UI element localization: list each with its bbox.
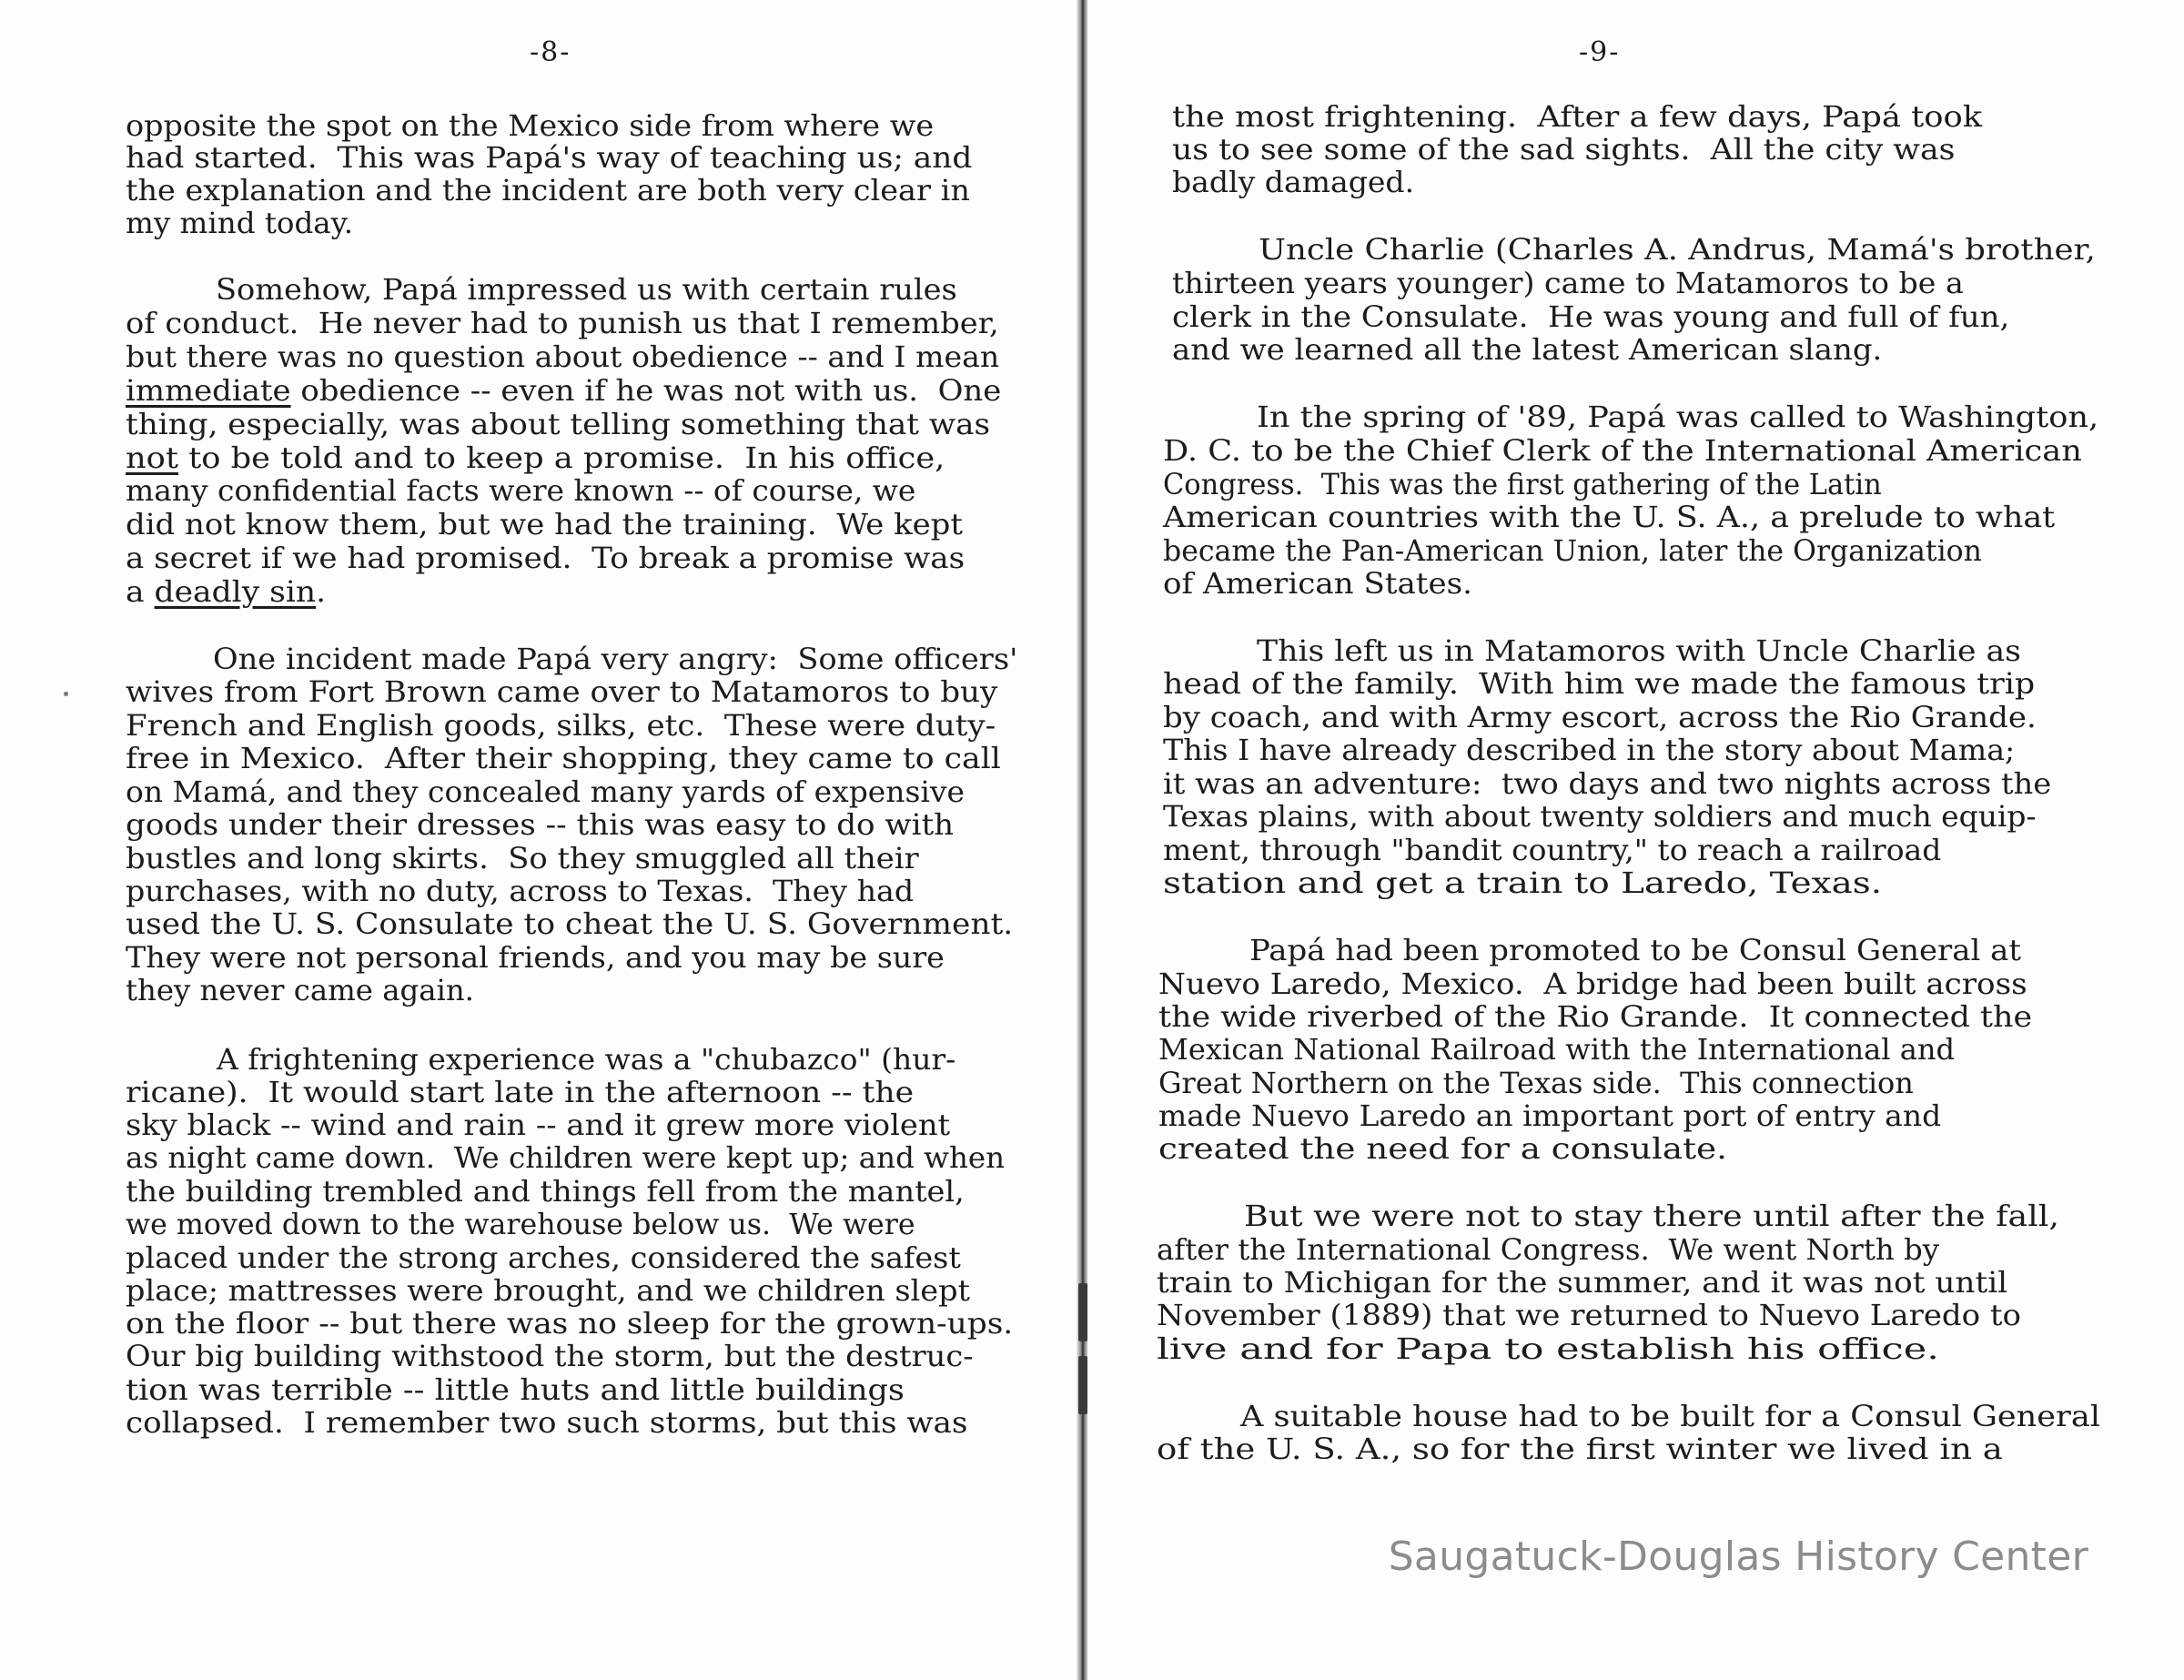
- right-page-text-line: badly damaged.: [1172, 165, 1415, 199]
- staple: [1078, 1283, 1087, 1341]
- right-page-number: -9-: [1579, 36, 1621, 68]
- right-page-text-line: created the need for a consulate.: [1158, 1131, 1727, 1166]
- right-page-text-line: November (1889) that we returned to Nuevo Laredo to: [1157, 1298, 2021, 1332]
- right-page-text-line: of American States.: [1163, 566, 1472, 601]
- right-page-text-line: station and get a train to Laredo, Texas.: [1163, 865, 1883, 900]
- left-page-text-line: the building trembled and things fell from the mantel,: [126, 1174, 965, 1209]
- right-page-text-line: American countries with the U. S. A., a prelude to what: [1163, 500, 2056, 534]
- left-page-text-line: thing, especially, was about telling something that was: [126, 407, 990, 441]
- watermark: Saugatuck-Douglas History Center: [1388, 1533, 2088, 1580]
- right-page-text-line: In the spring of '89, Papá was called to Washington,: [1257, 400, 2099, 434]
- left-page-text-line: a secret if we had promised. To break a promise was: [126, 541, 966, 575]
- left-page-text-line: did not know them, but we had the training. We kept: [126, 507, 963, 541]
- left-page-text-line: many confidential facts were known -- of course, we: [126, 473, 916, 508]
- right-page-text-line: the most frightening. After a few days, Papá took: [1172, 99, 1983, 134]
- left-page-text-line: ricane). It would start late in the afternoon -- the: [126, 1075, 915, 1109]
- left-page-text-line: on Mamá, and they concealed many yards of expensive: [126, 774, 965, 809]
- left-page-text-line: [126, 441, 945, 474]
- line-segment: a: [126, 574, 155, 609]
- right-page-text-line: Texas plains, with about twenty soldiers and much equip-: [1163, 799, 2037, 834]
- left-page-number: -8-: [530, 36, 571, 68]
- paper-speck: [64, 692, 68, 696]
- left-page-text-line: used the U. S. Consulate to cheat the U. S. Government.: [126, 906, 1014, 941]
- left-page-text-line: they never came again.: [126, 973, 474, 1007]
- left-page-text-line: purchases, with no duty, across to Texas. They had: [126, 874, 915, 908]
- right-page-text-line: became the Pan-American Union, later the Organization: [1163, 533, 1983, 568]
- right-page-text-line: D. C. to be the Chief Clerk of the International American: [1163, 433, 2082, 468]
- staple: [1078, 1356, 1087, 1414]
- left-page-text-line: [126, 374, 1001, 407]
- left-page-text-line: Somehow, Papá impressed us with certain rules: [216, 272, 957, 307]
- left-page-text-line: goods under their dresses -- this was easy to do with: [126, 807, 955, 842]
- line-segment: .: [316, 574, 327, 609]
- left-page-text-line: opposite the spot on the Mexico side from where we: [126, 108, 935, 143]
- left-page-text-line: They were not personal friends, and you may be sure: [126, 940, 945, 975]
- left-page-text-line: One incident made Papá very angry: Some officers': [213, 642, 1018, 676]
- right-page-text-line: head of the family. With him we made the famous trip: [1163, 666, 2036, 701]
- line-segment: obedience -- even if he was not with us. One: [290, 373, 1002, 408]
- right-page: [1087, 0, 2184, 1680]
- right-page-text-line: A suitable house had to be built for a Consul General: [1240, 1399, 2100, 1433]
- right-page-text-line: Congress. This was the first gathering of the Latin: [1163, 467, 1882, 501]
- right-page-text-line: the wide riverbed of the Rio Grande. It connected the: [1158, 999, 2033, 1034]
- right-page-text-line: us to see some of the sad sights. All the city was: [1172, 132, 1956, 167]
- right-page-text-line: it was an adventure: two days and two nights across the: [1163, 766, 2052, 801]
- right-page-text-line: Great Northern on the Texas side. This connection: [1158, 1066, 1914, 1100]
- right-page-text-line: ment, through "bandit country," to reach a railroad: [1163, 833, 1942, 867]
- left-page-text-line: place; mattresses were brought, and we children slept: [126, 1273, 970, 1308]
- left-page-text-line: placed under the strong arches, considered the safest: [126, 1240, 961, 1275]
- left-page-text-line: sky black -- wind and rain -- and it grew more violent: [126, 1108, 951, 1142]
- underlined-word: deadly sin: [154, 574, 317, 609]
- right-page-text-line: live and for Papa to establish his office.: [1157, 1331, 1939, 1366]
- left-page-text-line: Our big building withstood the storm, but the destruc-: [126, 1339, 974, 1373]
- right-page-text-line: by coach, and with Army escort, across the Rio Grande.: [1163, 700, 2037, 734]
- right-page-text-line: Nuevo Laredo, Mexico. A bridge had been built across: [1158, 967, 2027, 1001]
- left-page-text-line: free in Mexico. After their shopping, they came to call: [126, 741, 1001, 775]
- left-page-text-line: [126, 575, 326, 608]
- right-page-text-line: Papá had been promoted to be Consul General at: [1249, 933, 2021, 967]
- underlined-word: immediate: [126, 373, 291, 408]
- right-page-text-line: made Nuevo Laredo an important port of entry and: [1158, 1098, 1942, 1133]
- left-page-text-line: bustles and long skirts. So they smuggled all their: [126, 841, 919, 875]
- left-page-text-line: on the floor -- but there was no sleep for the grown-ups.: [126, 1306, 1014, 1341]
- right-page-text-line: train to Michigan for the summer, and it was not until: [1157, 1265, 2008, 1300]
- right-page-text-line: This left us in Matamoros with Uncle Charlie as: [1257, 633, 2021, 668]
- right-page-text-line: Mexican National Railroad with the International and: [1158, 1032, 1956, 1067]
- right-page-text-line: and we learned all the latest American slang.: [1172, 332, 1883, 367]
- left-page-text-line: of conduct. He never had to punish us that I remember,: [126, 306, 999, 340]
- left-page-text-line: collapsed. I remember two such storms, but this was: [126, 1405, 968, 1440]
- right-page-text-line: clerk in the Consulate. He was young and full of fun,: [1172, 299, 2010, 334]
- left-page-text-line: A frightening experience was a "chubazco" (hur-: [217, 1042, 956, 1077]
- right-page-text-line: But we were not to stay there until after the fall,: [1244, 1199, 2059, 1233]
- left-page-text-line: we moved down to the warehouse below us. We were: [126, 1207, 915, 1241]
- line-segment: to be told and to keep a promise. In his office,: [177, 440, 945, 475]
- left-page-text-line: wives from Fort Brown came over to Matamoros to buy: [126, 674, 998, 709]
- left-page-text-line: but there was no question about obedience -- and I mean: [126, 339, 1000, 374]
- right-page-text-line: thirteen years younger) came to Matamoros to be a: [1172, 266, 1964, 300]
- left-page-text-line: my mind today.: [126, 206, 354, 240]
- left-page-text-line: as night came down. We children were kept up; and when: [126, 1140, 1006, 1175]
- right-page-text-line: This I have already described in the story about Mama;: [1163, 733, 2016, 767]
- left-page-text-line: French and English goods, silks, etc. These were duty-: [126, 708, 996, 743]
- right-page-text-line: after the International Congress. We went North by: [1157, 1232, 1940, 1267]
- right-page-text-line: Uncle Charlie (Charles A. Andrus, Mamá's brother,: [1259, 232, 2096, 267]
- underlined-word: not: [126, 440, 178, 475]
- left-page: [0, 0, 1078, 1680]
- left-page-text-line: the explanation and the incident are both very clear in: [126, 173, 970, 207]
- left-page-text-line: had started. This was Papá's way of teaching us; and: [126, 140, 973, 175]
- right-page-text-line: of the U. S. A., so for the first winter we lived in a: [1157, 1432, 2003, 1466]
- left-page-text-line: tion was terrible -- little huts and little buildings: [126, 1372, 905, 1407]
